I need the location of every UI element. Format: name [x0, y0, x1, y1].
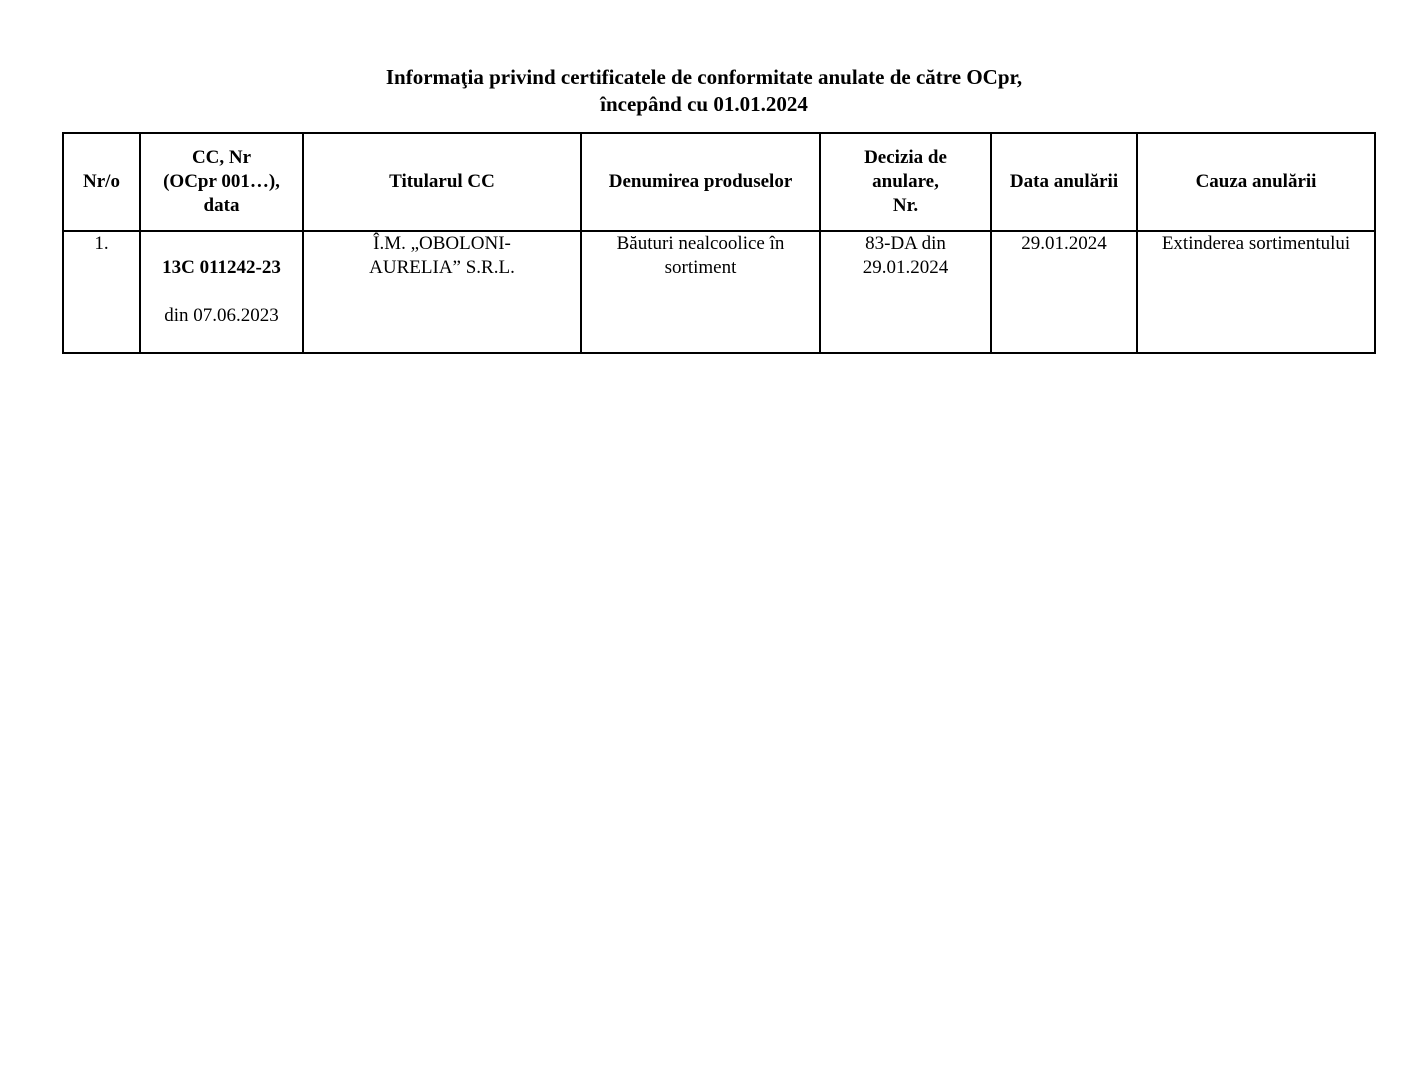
header-products: Denumirea produselor: [581, 133, 820, 231]
table-row: [63, 231, 1375, 353]
header-decision: Decizia de anulare, Nr.: [820, 133, 991, 231]
header-cc-number: CC, Nr (OCpr 001…), data: [140, 133, 303, 231]
title-line-2: începând cu 01.01.2024: [600, 92, 808, 116]
header-holder: Titularul CC: [303, 133, 581, 231]
table-header-row: [63, 133, 1375, 231]
cell-decision: 83-DA din 29.01.2024: [820, 231, 991, 353]
header-reason: Cauza anulării: [1137, 133, 1375, 231]
certificates-table: [62, 132, 1376, 354]
cell-products: Băuturi nealcoolice în sortiment: [581, 231, 820, 353]
header-cancel-date: Data anulării: [991, 133, 1137, 231]
header-nr: Nr/o: [63, 133, 140, 231]
cell-nr: 1.: [63, 231, 140, 353]
cell-cc: [140, 231, 303, 353]
cell-holder: Î.M. „OBOLONI- AURELIA” S.R.L.: [303, 231, 581, 353]
cell-cancel-date: 29.01.2024: [991, 231, 1137, 353]
title-line-1: Informaţia privind certificatele de conformitate anulate de către OCpr,: [385, 65, 1023, 89]
document-title: [0, 64, 1408, 118]
cc-number: 13C 011242-23: [162, 257, 281, 278]
cell-reason: Extinderea sortimentului: [1137, 231, 1375, 353]
cc-date: din 07.06.2023: [164, 305, 279, 326]
